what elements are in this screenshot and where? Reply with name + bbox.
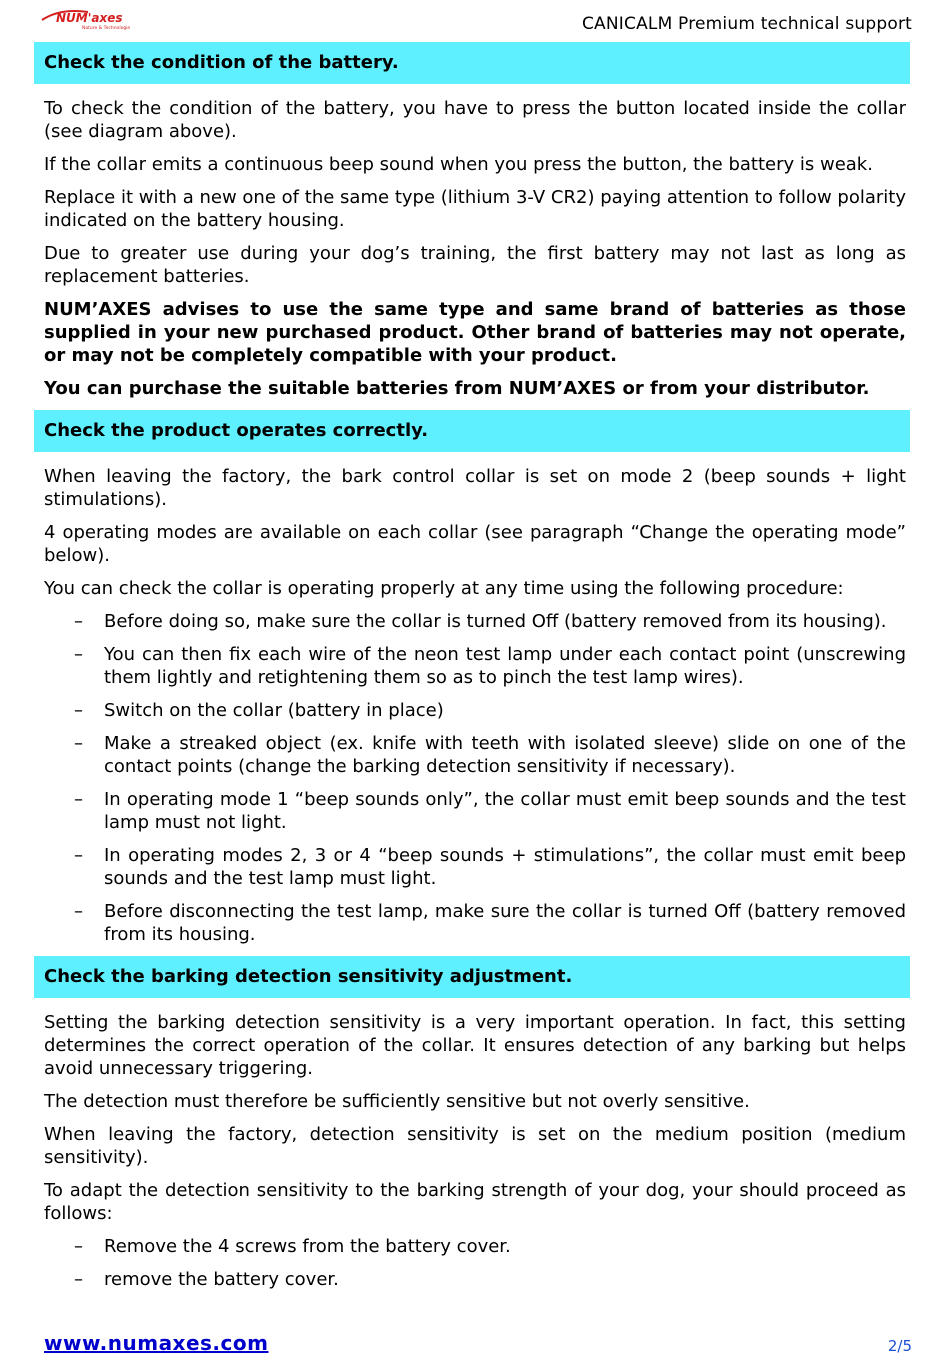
document-body bbox=[34, 42, 910, 1301]
list-item-text: Switch on the collar (battery in place) bbox=[104, 700, 444, 721]
dash-bullet: – bbox=[74, 700, 83, 721]
procedure-list bbox=[34, 610, 910, 946]
section-heading-sensitivity: Check the barking detection sensitivity adjustment. bbox=[34, 956, 910, 998]
paragraph: Replace it with a new one of the same type (lithium 3-V CR2) paying attention to follow polarity indicated on the battery housing. bbox=[44, 187, 906, 231]
list-item-text: In operating modes 2, 3 or 4 “beep sounds + stimulations”, the collar must emit beep sounds and the test lamp must light. bbox=[104, 845, 906, 889]
numaxes-logo bbox=[40, 6, 140, 32]
svg-text:NUM'axes: NUM'axes bbox=[56, 11, 123, 25]
page-number: 2/5 bbox=[887, 1337, 912, 1355]
dash-bullet: – bbox=[74, 1236, 83, 1257]
dash-bullet: – bbox=[74, 733, 83, 754]
procedure-list bbox=[34, 1235, 910, 1291]
advice-paragraph: You can purchase the suitable batteries from NUM’AXES or from your distributor. bbox=[44, 378, 870, 399]
paragraph: To check the condition of the battery, you have to press the button located inside the collar (see diagram above). bbox=[44, 98, 906, 142]
list-item bbox=[34, 844, 910, 890]
dash-bullet: – bbox=[74, 611, 83, 632]
paragraph: To adapt the detection sensitivity to the barking strength of your dog, your should proceed as follows: bbox=[44, 1180, 906, 1224]
list-item-text: Remove the 4 screws from the battery cover. bbox=[104, 1236, 511, 1257]
dash-bullet: – bbox=[74, 644, 83, 665]
list-item bbox=[34, 788, 910, 834]
dash-bullet: – bbox=[74, 845, 83, 866]
list-item bbox=[34, 699, 910, 722]
list-item bbox=[34, 610, 910, 633]
list-item-text: In operating mode 1 “beep sounds only”, the collar must emit beep sounds and the test lamp must not light. bbox=[104, 789, 906, 833]
paragraph: Due to greater use during your dog’s training, the first battery may not last as long as replacement batteries. bbox=[44, 243, 906, 287]
dash-bullet: – bbox=[74, 1269, 83, 1290]
paragraph: 4 operating modes are available on each collar (see paragraph “Change the operating mode” below). bbox=[44, 522, 906, 566]
list-item-text: remove the battery cover. bbox=[104, 1269, 339, 1290]
paragraph: When leaving the factory, the bark control collar is set on mode 2 (beep sounds + light stimulations). bbox=[44, 466, 906, 510]
website-link[interactable]: www.numaxes.com bbox=[44, 1331, 269, 1355]
svg-text:Nature & Technologie: Nature & Technologie bbox=[82, 26, 131, 31]
dash-bullet: – bbox=[74, 789, 83, 810]
paragraph: The detection must therefore be sufficiently sensitive but not overly sensitive. bbox=[44, 1091, 750, 1112]
paragraph: You can check the collar is operating properly at any time using the following procedure: bbox=[44, 578, 844, 599]
list-item bbox=[34, 732, 910, 778]
section-heading-operation: Check the product operates correctly. bbox=[34, 410, 910, 452]
section-heading-battery: Check the condition of the battery. bbox=[34, 42, 910, 84]
advice-paragraph: NUM’AXES advises to use the same type and same brand of batteries as those supplied in your new purchased product. Other brand of batteries may not operate, or may not be completely compatible with your product. bbox=[44, 299, 906, 366]
list-item-text: You can then fix each wire of the neon test lamp under each contact point (unscrewing them lightly and retightening them so as to pinch the test lamp wires). bbox=[104, 644, 906, 688]
list-item bbox=[34, 1268, 910, 1291]
list-item bbox=[34, 1235, 910, 1258]
dash-bullet: – bbox=[74, 901, 83, 922]
paragraph: When leaving the factory, detection sensitivity is set on the medium position (medium sensitivity). bbox=[44, 1124, 906, 1168]
paragraph: If the collar emits a continuous beep sound when you press the button, the battery is weak. bbox=[44, 154, 873, 175]
list-item bbox=[34, 900, 910, 946]
list-item bbox=[34, 643, 910, 689]
list-item-text: Before doing so, make sure the collar is turned Off (battery removed from its housing). bbox=[104, 611, 887, 632]
list-item-text: Make a streaked object (ex. knife with teeth with isolated sleeve) slide on one of the contact points (change the barking detection sensitivity if necessary). bbox=[104, 733, 906, 777]
document-header-title: CANICALM Premium technical support bbox=[581, 14, 912, 34]
list-item-text: Before disconnecting the test lamp, make sure the collar is turned Off (battery removed from its housing. bbox=[104, 901, 906, 945]
paragraph: Setting the barking detection sensitivity is a very important operation. In fact, this setting determines the correct operation of the collar. It ensures detection of any barking but helps avoid unnecessary triggering. bbox=[44, 1012, 906, 1079]
